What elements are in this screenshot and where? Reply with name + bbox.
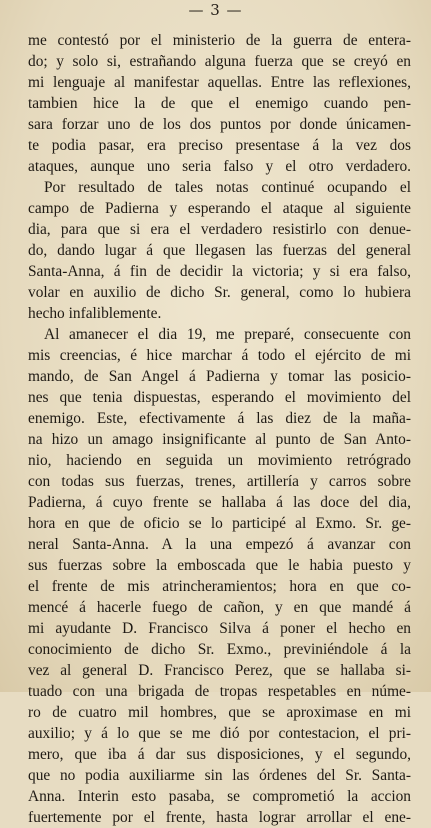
text-line: te podia pasar, era preciso presentase á la vez dos	[28, 137, 411, 154]
text-line: do; y solo si, estrañando alguna fuerza que se creyó en	[28, 53, 411, 70]
text-line: Padierna, á cuyo frente se hallaba á las doce del dia,	[28, 494, 411, 511]
text-line: campo de Padierna y esperando el ataque al siguiente	[28, 200, 411, 217]
text-line: tambien hice la de que el enemigo cuando pen-	[28, 95, 411, 112]
text-line: mencé á hacerle fuego de cañon, y en que mandé á	[28, 599, 411, 616]
text-line: ro de cuatro mil hombres, que se aproximase en mi	[28, 704, 411, 721]
text-line: mis creencias, é hice marchar á todo el ejército de mi	[28, 347, 411, 364]
text-line: me contestó por el ministerio de la guerra de entera-	[28, 32, 411, 49]
text-line: mi lenguaje al manifestar aquellas. Entre las reflexiones,	[28, 74, 411, 91]
text-line: enemigo. Este, efectivamente á las diez de la maña-	[28, 410, 411, 427]
text-line: auxilio; y á lo que se me dió por contestacion, el pri-	[28, 725, 411, 742]
text-line: sus fuerzas sobre la emboscada que le habia puesto y	[28, 557, 411, 574]
text-line: conocimiento de dicho Sr. Exmo., previniéndole á la	[28, 641, 411, 658]
text-line: mi ayudante D. Francisco Silva á poner el hecho en	[28, 620, 411, 637]
text-line: na hizo un amago insignificante al punto de San Anto-	[28, 431, 411, 448]
text-line: mando, de San Angel á Padierna y tomar las posicio-	[28, 368, 411, 385]
text-line: ataques, aunque uno seria falso y el otro verdadero.	[28, 158, 411, 175]
body-text	[28, 30, 411, 828]
text-line: Santa-Anna, á fin de decidir la victoria; y si era falso,	[28, 263, 411, 280]
text-line: nes que tenia dispuestas, esperando el movimiento del	[28, 389, 411, 406]
text-line: el frente de mis atrincheramientos; hora en que co-	[28, 578, 411, 595]
paragraph-end-line: hecho infaliblemente.	[28, 305, 162, 322]
text-line: vez al general D. Francisco Perez, que se hallaba si-	[28, 662, 411, 679]
text-line: nio, haciendo en seguida un movimiento retrógrado	[28, 452, 411, 469]
text-line: sara forzar uno de los dos puntos por donde únicamen-	[28, 116, 411, 133]
page-number: — 3 —	[188, 1, 243, 19]
text-line: hora en que de oficio se lo participé al Exmo. Sr. ge-	[28, 515, 411, 532]
text-line: mero, que iba á dar sus disposiciones, y el segundo,	[28, 746, 411, 763]
text-line: que no podia auxiliarme sin las órdenes del Sr. Santa-	[28, 767, 411, 784]
text-line: neral Santa-Anna. A la una empezó á avanzar con	[28, 536, 411, 553]
text-line: fuertemente por el frente, hasta lograr arrollar el ene-	[28, 809, 411, 826]
text-line: Anna. Interin esto pasaba, se comprometió la accion	[28, 788, 411, 805]
paragraph-start-line: Al amanecer el dia 19, me preparé, consecuente con	[44, 326, 411, 343]
text-line: con todas sus fuerzas, trenes, artillería y carros sobre	[28, 473, 411, 490]
text-line: do, dando lugar á que llegasen las fuerzas del general	[28, 242, 411, 259]
paragraph-start-line: Por resultado de tales notas continué ocupando el	[44, 179, 411, 196]
text-line: dia, para que si era el verdadero resistirlo con denue-	[28, 221, 411, 238]
text-line: tuado con una brigada de tropas respetables en núme-	[28, 683, 411, 700]
text-line: volar en auxilio de dicho Sr. general, como lo hubiera	[28, 284, 411, 301]
